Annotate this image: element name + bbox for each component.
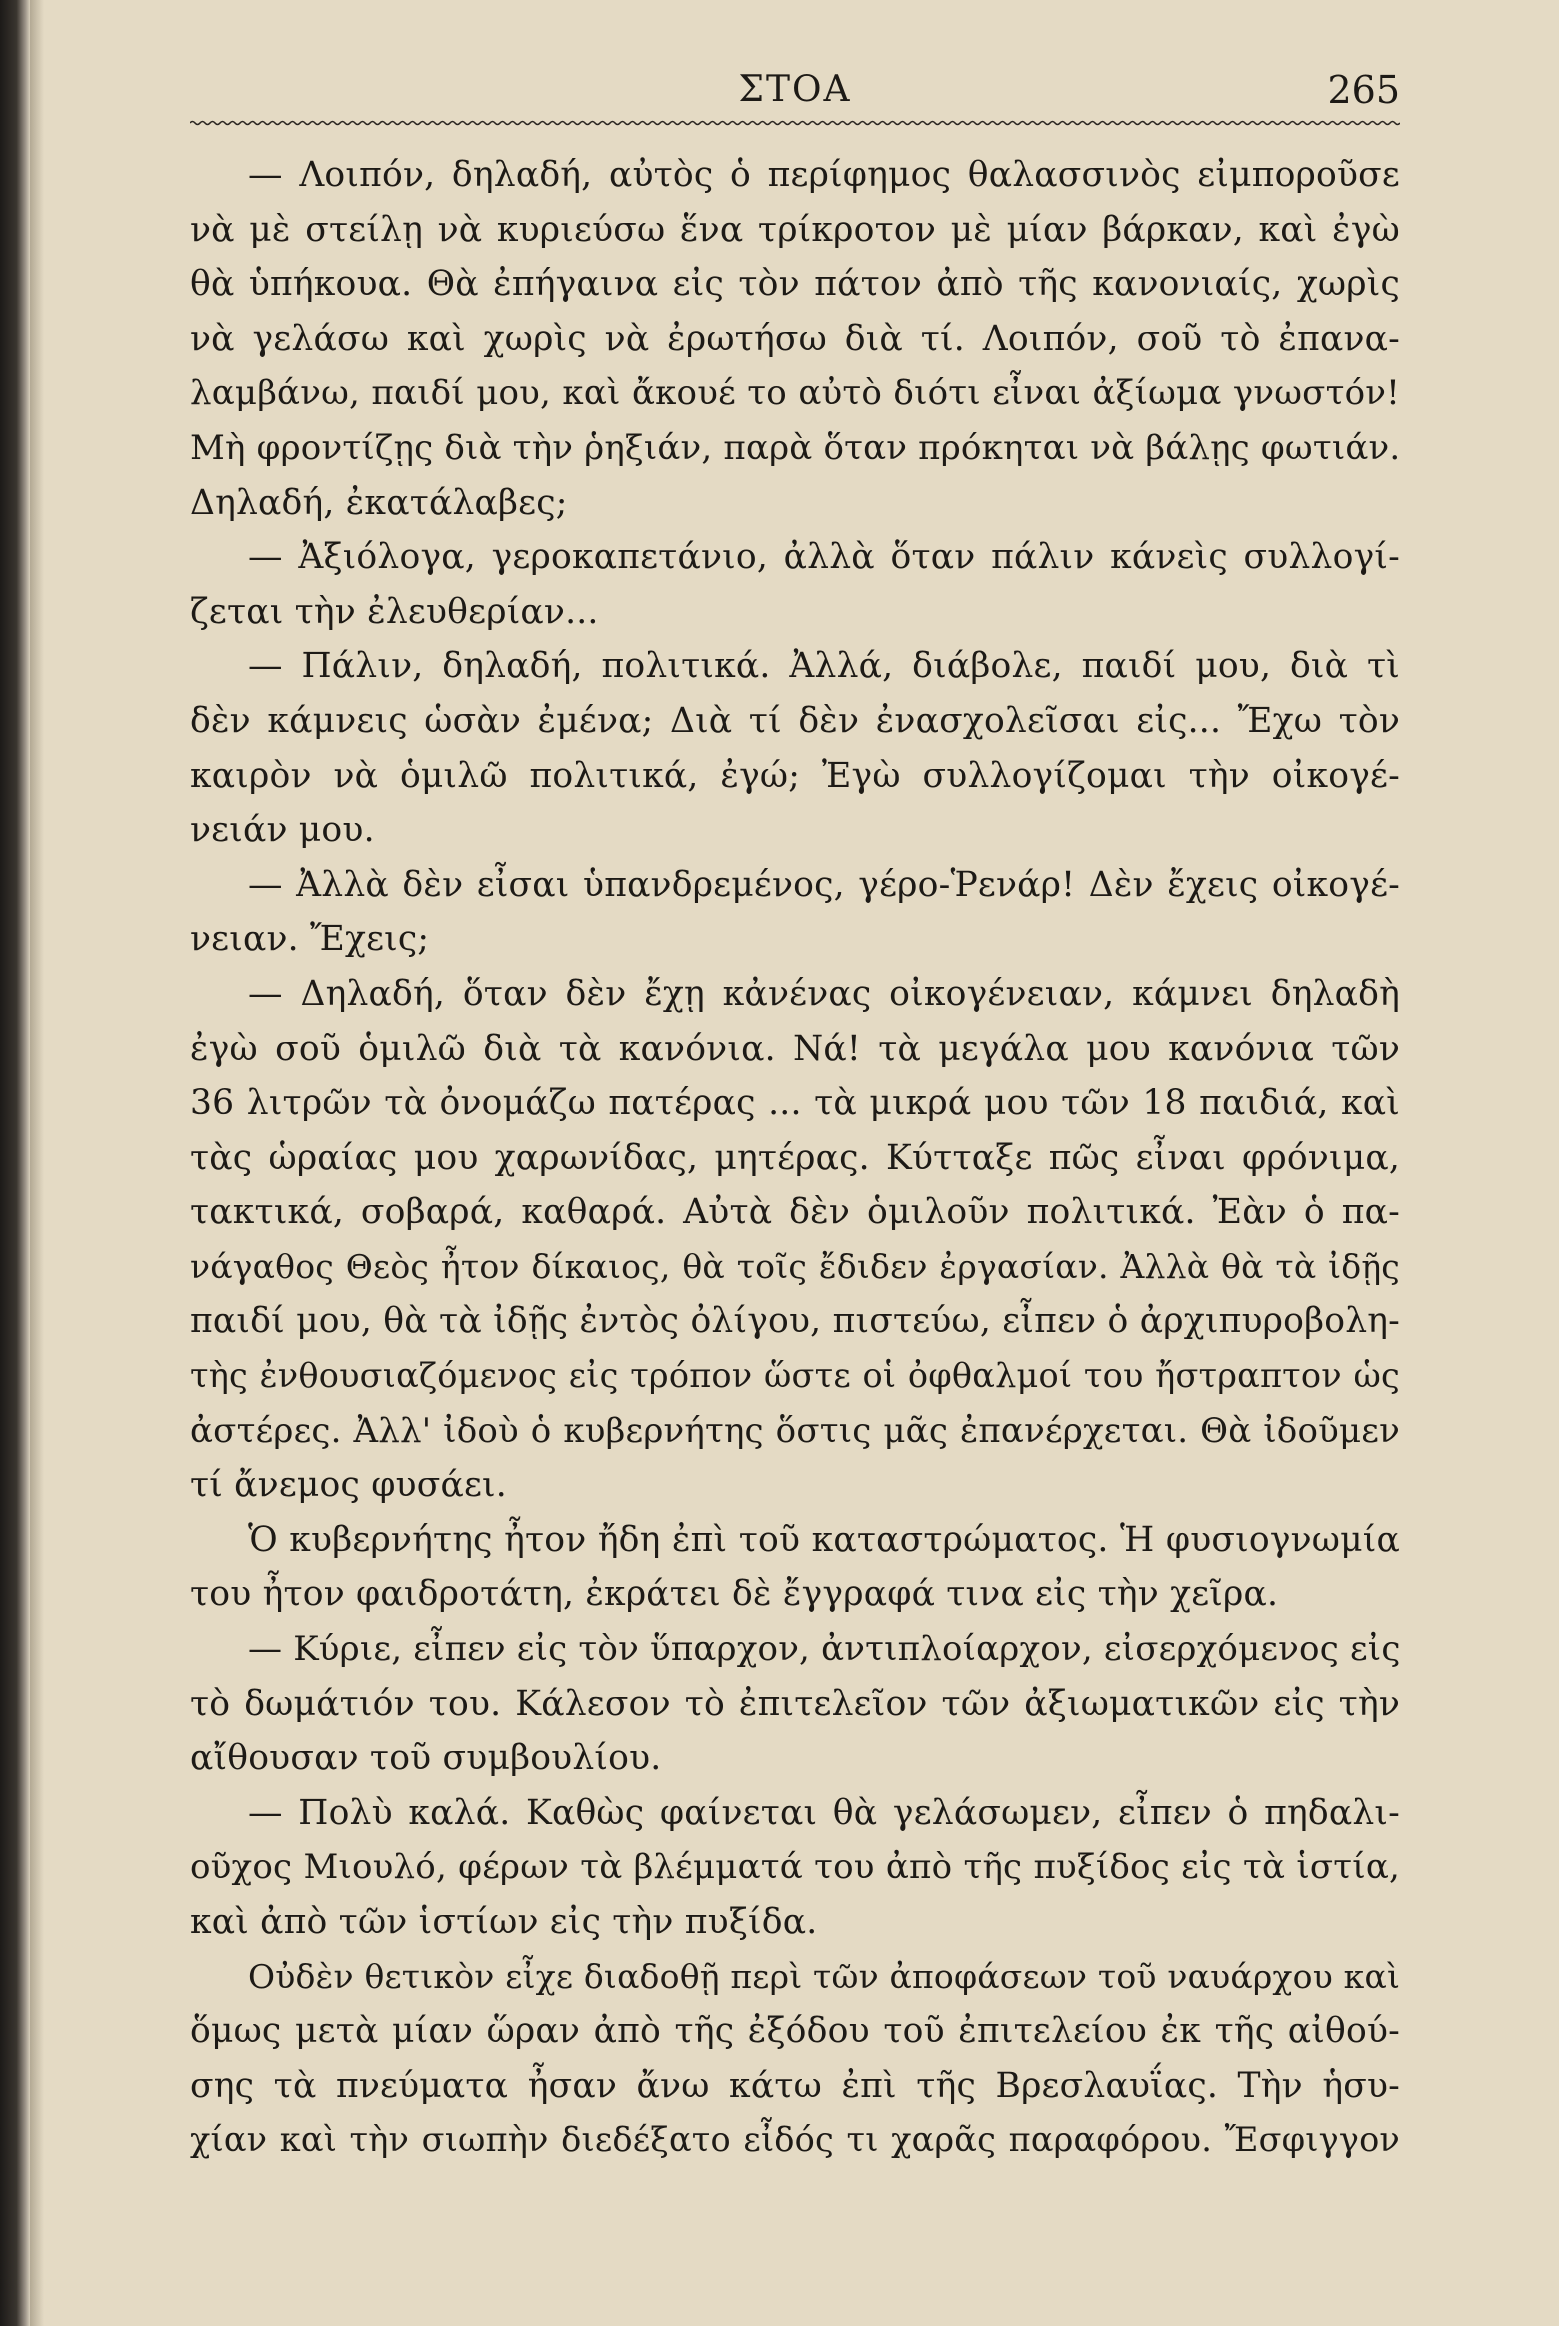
text-line: αἴθουσαν τοῦ συμβουλίου.: [190, 1738, 662, 1779]
text-line: νὰ μὲ στείλῃ νὰ κυριεύσω ἕνα τρίκροτον μὲ μίαν βάρκαν, καὶ ἐγὼ: [190, 209, 1400, 250]
text-line: — Ἀξιόλογα, γεροκαπετάνιο, ἀλλὰ ὅταν πάλιν κάνεὶς συλλογί-: [248, 537, 1400, 578]
text-line: νειαν. Ἔχεις;: [190, 919, 430, 960]
text-line: τὴς ἐνθουσιαζόμενος εἰς τρόπον ὥστε οἱ ὀφθαλμοί του ἤστραπτον ὡς: [190, 1356, 1400, 1396]
text-line: — Ἀλλὰ δὲν εἶσαι ὑπανδρεμένος, γέρο-Ῥενάρ! Δὲν ἔχεις οἰκογέ-: [248, 864, 1400, 905]
header-wavy-rule: [190, 120, 1400, 126]
text-line: — Λοιπόν, δηλαδή, αὐτὸς ὁ περίφημος θαλασσινὸς εἰμποροῦσε: [248, 155, 1400, 195]
text-line: ζεται τὴν ἐλευθερίαν...: [190, 591, 599, 632]
text-line: καὶ ἀπὸ τῶν ἱστίων εἰς τὴν πυξίδα.: [190, 1902, 818, 1942]
text-line: χίαν καὶ τὴν σιωπὴν διεδέξατο εἶδός τι χαρᾶς παραφόρου. Ἔσφιγγον: [190, 2120, 1400, 2160]
text-line: — Δηλαδή, ὅταν δὲν ἔχῃ κἀνένας οἰκογένειαν, κάμνει δηλαδὴ: [248, 973, 1400, 1014]
text-line: — Κύριε, εἶπεν εἰς τὸν ὕπαρχον, ἀντιπλοίαρχον, εἰσερχόμενος εἰς: [248, 1629, 1401, 1670]
text-line: Οὐδὲν θετικὸν εἶχε διαδοθῇ περὶ τῶν ἀποφάσεων τοῦ ναυάρχου καὶ: [248, 1956, 1401, 1996]
text-line: 36 λιτρῶν τὰ ὀνομάζω πατέρας ... τὰ μικρά μου τῶν 18 παιδιά, καὶ: [190, 1083, 1400, 1124]
text-line: τί ἄνεμος φυσάει.: [190, 1465, 507, 1506]
body-text: [190, 148, 1400, 2168]
book-binding: [0, 0, 30, 2326]
running-title: ΣΤΟΑ: [738, 69, 852, 110]
text-line: λαμβάνω, παιδί μου, καὶ ἄκουέ το αὐτὸ διότι εἶναι ἀξίωμα γνωστόν!: [190, 373, 1400, 414]
text-line: — Πολὺ καλά. Καθὼς φαίνεται θὰ γελάσωμεν, εἶπεν ὁ πηδαλι-: [248, 1792, 1400, 1833]
text-line: Ὁ κυβερνήτης ἦτον ἤδη ἐπὶ τοῦ καταστρώματος. Ἡ φυσιογνωμία: [248, 1519, 1400, 1560]
text-line: παιδί μου, θὰ τὰ ἰδῇς ἐντὸς ὀλίγου, πιστεύω, εἶπεν ὁ ἀρχιπυροβολη-: [190, 1301, 1400, 1342]
text-line: θὰ ὑπήκουα. Θὰ ἐπήγαινα εἰς τὸν πάτον ἀπὸ τῆς κανονιαίς, χωρὶς: [190, 264, 1400, 305]
page-edge-shadow: [30, 0, 44, 2326]
page-number: 265: [1327, 68, 1400, 112]
text-line: δὲν κάμνεις ὡσὰν ἐμένα; Διὰ τί δὲν ἐνασχολεῖσαι εἰς... Ἔχω τὸν: [190, 700, 1400, 741]
text-line: τὰς ὡραίας μου χαρωνίδας, μητέρας. Κύτταξε πῶς εἶναι φρόνιμα,: [190, 1137, 1400, 1178]
text-line: ἀστέρες. Ἀλλ' ἰδοὺ ὁ κυβερνήτης ὅστις μᾶς ἐπανέρχεται. Θὰ ἰδοῦμεν: [190, 1410, 1400, 1451]
text-line: ἐγὼ σοῦ ὁμιλῶ διὰ τὰ κανόνια. Νά! τὰ μεγάλα μου κανόνια τῶν: [190, 1028, 1400, 1069]
text-line: καιρὸν νὰ ὁμιλῶ πολιτικά, ἐγώ; Ἐγὼ συλλογίζομαι τὴν οἰκογέ-: [190, 755, 1400, 796]
text-line: Μὴ φροντίζῃς διὰ τὴν ῥηξιάν, παρὰ ὅταν πρόκηται νὰ βάλῃς φωτιάν.: [190, 427, 1401, 468]
text-line: — Πάλιν, δηλαδή, πολιτικά. Ἀλλά, διάβολε, παιδί μου, διὰ τὶ: [248, 646, 1400, 687]
text-line: σης τὰ πνεύματα ἦσαν ἄνω κάτω ἐπὶ τῆς Βρεσλαυΐας. Τὴν ἡσυ-: [190, 2065, 1400, 2106]
text-line: Δηλαδή, ἐκατάλαβες;: [190, 482, 568, 523]
text-line: τακτικά, σοβαρά, καθαρά. Αὐτὰ δὲν ὁμιλοῦν πολιτικά. Ἐὰν ὁ πα-: [190, 1192, 1400, 1233]
text-line: οῦχος Μιουλό, φέρων τὰ βλέμματά του ἀπὸ τῆς πυξίδος εἰς τὰ ἱστία,: [190, 1847, 1400, 1888]
text-line: νάγαθος Θεὸς ἦτον δίκαιος, θὰ τοῖς ἔδιδεν ἐργασίαν. Ἀλλὰ θὰ τὰ ἰδῇς: [190, 1246, 1400, 1286]
text-line: ὅμως μετὰ μίαν ὥραν ἀπὸ τῆς ἐξόδου τοῦ ἐπιτελείου ἐκ τῆς αἰθού-: [190, 2011, 1400, 2052]
text-line: τὸ δωμάτιόν του. Κάλεσον τὸ ἐπιτελεῖον τῶν ἀξιωματικῶν εἰς τὴν: [190, 1683, 1400, 1724]
page-header: [190, 62, 1400, 132]
text-line: νὰ γελάσω καὶ χωρὶς νὰ ἐρωτήσω διὰ τί. Λοιπόν, σοῦ τὸ ἐπανα-: [190, 318, 1400, 359]
text-line: του ἦτον φαιδροτάτη, ἐκράτει δὲ ἔγγραφά τινα εἰς τὴν χεῖρα.: [190, 1574, 1279, 1615]
text-line: νειάν μου.: [190, 810, 375, 851]
